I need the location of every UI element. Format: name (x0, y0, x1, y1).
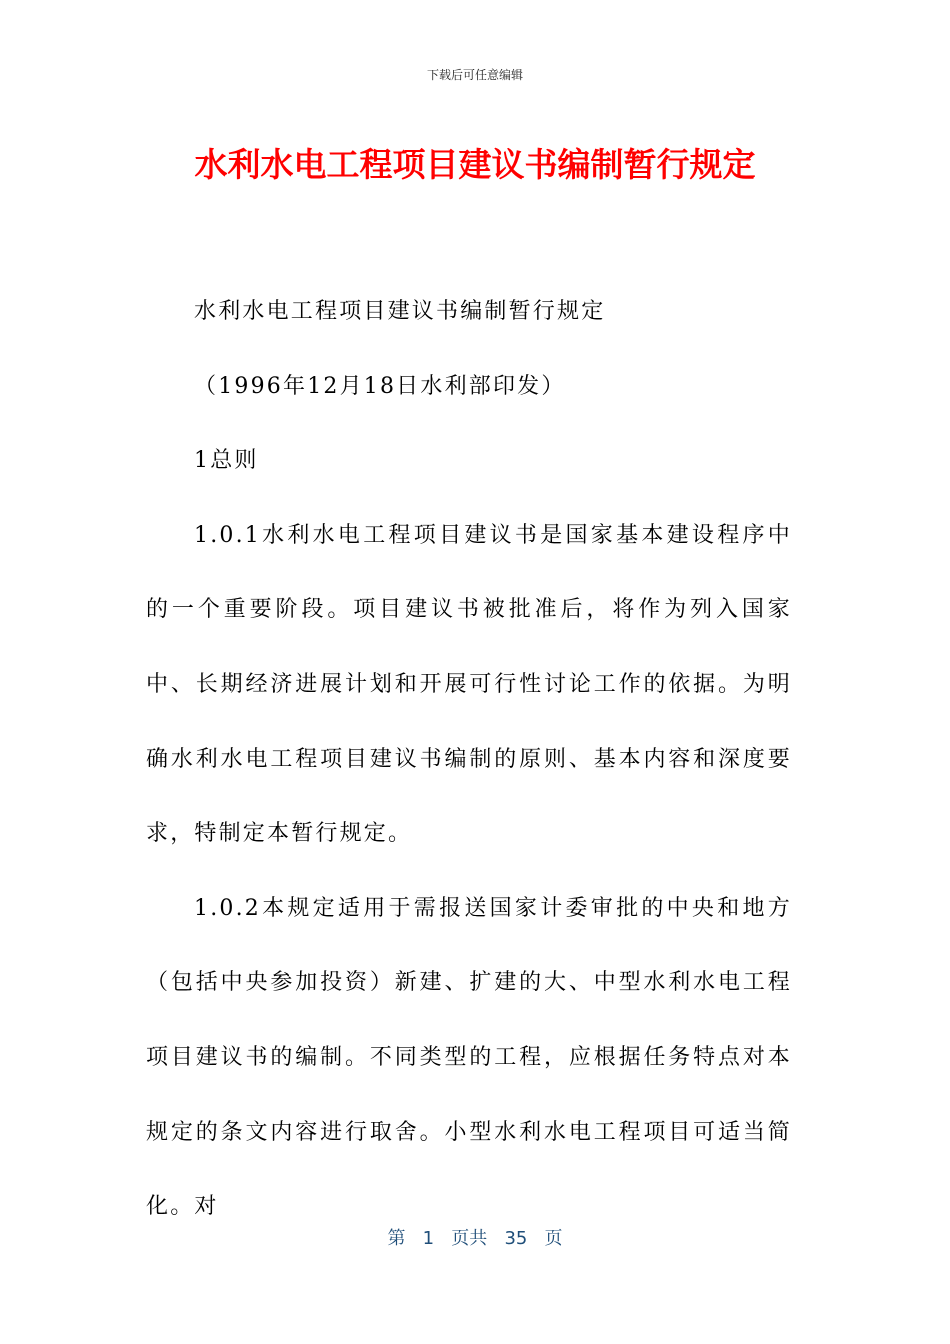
paragraph-clause-1-0-2: 1.0.2本规定适用于需报送国家计委审批的中央和地方（包括中央参加投资）新建、扩建的大、中型水利水电工程项目建议书的编制。不同类型的工程，应根据任务特点对本规定的条文内容进行取舍。小型水利水电工程项目可适当简化。对 (146, 895, 792, 1220)
paragraph-section-heading: 1总则 (194, 448, 259, 474)
paragraph-issue-date: （1996年12月18日水利部印发） (194, 373, 566, 399)
footer-total-pages: 35 (504, 1228, 528, 1249)
footer-middle: 页共 (451, 1228, 488, 1249)
paragraph-clause-1-0-1: 1.0.1水利水电工程项目建议书是国家基本建设程序中的一个重要阶段。项目建议书被批准后，将作为列入国家中、长期经济进展计划和开展可行性讨论工作的依据。为明确水利水电工程项目建议书编制的原则、基本内容和深度要求，特制定本暂行规定。 (146, 522, 792, 847)
footer-suffix: 页 (544, 1228, 563, 1249)
document-body (146, 275, 792, 1245)
footer-prefix: 第 (387, 1228, 406, 1249)
paragraph-subtitle: 水利水电工程项目建议书编制暂行规定 (194, 299, 606, 324)
footer-current-page: 1 (422, 1228, 435, 1249)
header-note: 下载后可任意编辑 (426, 68, 523, 82)
document-title: 水利水电工程项目建议书编制暂行规定 (194, 145, 756, 184)
page-footer (0, 1227, 950, 1251)
